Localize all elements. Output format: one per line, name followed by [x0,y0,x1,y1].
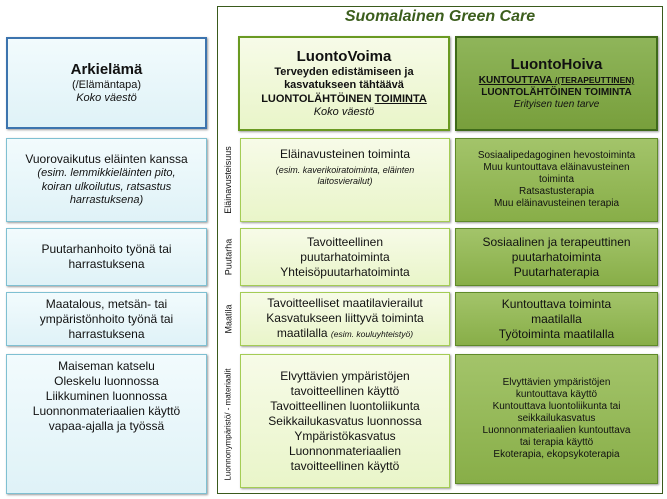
luontovoima-line1: Terveyden edistämiseen ja [274,65,414,78]
arki-elain-note1: (esim. lemmikkieläinten pito, [37,167,176,180]
diagram-title: Suomalainen Green Care [344,8,536,25]
luontovoima-line3-part1: LUONTOLÄHTÖINEN [261,92,375,105]
voima-maatila-3-note: (esim. kouluyhteistyö) [330,329,414,339]
side-label-luonto [218,354,238,494]
hoiva-puutarha-1: Sosiaalinen ja terapeuttinen [482,234,631,249]
arki-luonto-1: Maiseman katselu [58,359,155,373]
arki-elain-note2: koiran ulkoilutus, ratsastus [41,180,172,193]
arki-elain-main: Vuorovaikutus eläinten kanssa [25,152,188,167]
arki-elain-box [6,138,207,222]
hoiva-elain-1: Sosiaalipedagoginen hevostoiminta [477,150,636,161]
hoiva-luonto-5: Luonnonmateriaalien kuntouttava [482,425,631,436]
luontovoima-line2: kasvatukseen tähtäävä [284,79,404,91]
voima-puutarha-box [240,228,450,286]
side-label-luonto-text: Luonnonympäristö/ - materiaalit [223,367,233,481]
voima-luonto-box [240,354,450,488]
voima-maatila-2: Kasvatukseen liittyvä toiminta [266,311,424,325]
luontohoiva-line1-part2: /(TERAPEUTTINEN) [554,75,635,85]
side-label-maatila-text: Maatila [223,304,234,334]
hoiva-elain-4: Ratsastusterapia [518,186,595,197]
arki-elain-note3: harrastuksena) [69,194,144,207]
hoiva-maatila-3: Työtoiminta maatilalla [498,326,615,341]
voima-luonto-2: tavoitteellinen käyttö [290,383,400,398]
voima-maatila-3 [277,326,413,342]
luontohoiva-line2: LUONTOLÄHTÖINEN TOIMINTA [481,87,632,98]
arki-maatila-box [6,292,207,346]
hoiva-luonto-1: Elvyttävien ympäristöjen [502,377,611,388]
luontovoima-audience: Koko väestö [313,106,375,118]
hoiva-luonto-3: Kuntouttava luontoliikunta tai [492,401,621,412]
voima-puutarha-1: Tavoitteellinen [306,234,384,249]
voima-elain-box [240,138,450,222]
arki-luonto-4: Luonnonmateriaalien käyttö [32,404,181,418]
arki-luonto-3: Liikkuminen luonnossa [45,389,168,403]
voima-puutarha-3: Yhteisöpuutarhatoiminta [280,264,410,279]
hoiva-elain-3: toiminta [538,174,574,185]
voima-luonto-4: Seikkailukasvatus luonnossa [268,413,422,428]
arkielama-header [6,37,207,129]
voima-elain-main: Eläinavusteinen toiminta [279,147,411,161]
voima-elain-note1: (esim. kaverikoiratoiminta, eläinten [275,165,415,175]
luontovoima-line3-part2: TOIMINTA [374,92,427,105]
voima-luonto-7: tavoitteellinen käyttö [290,458,400,473]
arki-puutarha-box [6,228,207,286]
hoiva-puutarha-box [455,228,658,286]
voima-luonto-1: Elvyttävien ympäristöjen [280,368,410,383]
hoiva-maatila-box [455,292,658,346]
luontohoiva-title: LuontoHoiva [510,56,603,73]
hoiva-luonto-7: Ekoterapia, ekopsykoterapia [493,449,620,460]
hoiva-luonto-2: kuntouttava käyttö [515,389,598,400]
hoiva-elain-2: Muu kuntouttava eläinavusteinen [483,162,630,173]
hoiva-puutarha-2: puutarhatoiminta [511,249,602,264]
voima-maatila-3-main: maatilalla [276,326,331,340]
luontohoiva-header [455,36,658,131]
hoiva-elain-5: Muu eläinavusteinen terapia [493,198,620,209]
luontohoiva-line1 [479,74,634,87]
luontovoima-title: LuontoVoima [296,47,392,65]
side-label-elain-text: Eläinavusteisuus [223,146,234,214]
luontohoiva-audience: Erityisen tuen tarve [513,99,600,110]
luontohoiva-line1-part1: KUNTOUTTAVA [478,75,555,86]
hoiva-luonto-6: tai terapia käyttö [519,437,594,448]
voima-luonto-6: Luonnonmateriaalien [288,443,402,458]
arki-puutarha-2: harrastuksena [68,257,145,271]
arkielama-title: Arkielämä [70,60,143,78]
hoiva-luonto-4: seikkailukasvatus [517,413,596,424]
side-label-maatila [218,292,238,346]
luontovoima-line3 [261,93,427,107]
arkielama-subtitle: (/Elämäntapa) [71,78,142,91]
arki-maatila-2: ympäristönhoito työnä tai [39,311,174,326]
arki-luonto-2: Oleskelu luonnossa [54,374,159,388]
voima-elain-note2: laitosvierailut) [317,176,373,186]
hoiva-luonto-box [455,354,658,484]
voima-luonto-3: Tavoitteellinen luontoliikunta [270,398,420,413]
side-label-puutarha-text: Puutarha [223,238,233,276]
voima-maatila-box [240,292,450,346]
side-label-puutarha [218,228,238,286]
arkielama-audience: Koko väestö [76,92,137,104]
hoiva-elain-box [455,138,658,222]
arki-puutarha-1: Puutarhanhoito työnä tai [41,242,172,256]
arki-maatila-3: harrastuksena [68,326,145,341]
hoiva-puutarha-3: Puutarhaterapia [513,264,600,279]
luontovoima-header [238,36,450,131]
side-label-elain [218,138,238,222]
arki-luonto-box [6,354,207,494]
hoiva-maatila-1: Kuntouttava toiminta [501,296,612,311]
voima-maatila-1: Tavoitteelliset maatilavierailut [267,296,423,310]
voima-puutarha-2: puutarhatoiminta [300,249,390,264]
voima-luonto-5: Ympäristökasvatus [294,428,396,443]
arki-maatila-1: Maatalous, metsän- tai [45,296,168,311]
hoiva-maatila-2: maatilalla [531,311,582,326]
arki-luonto-5: vapaa-ajalla ja työssä [48,419,165,433]
